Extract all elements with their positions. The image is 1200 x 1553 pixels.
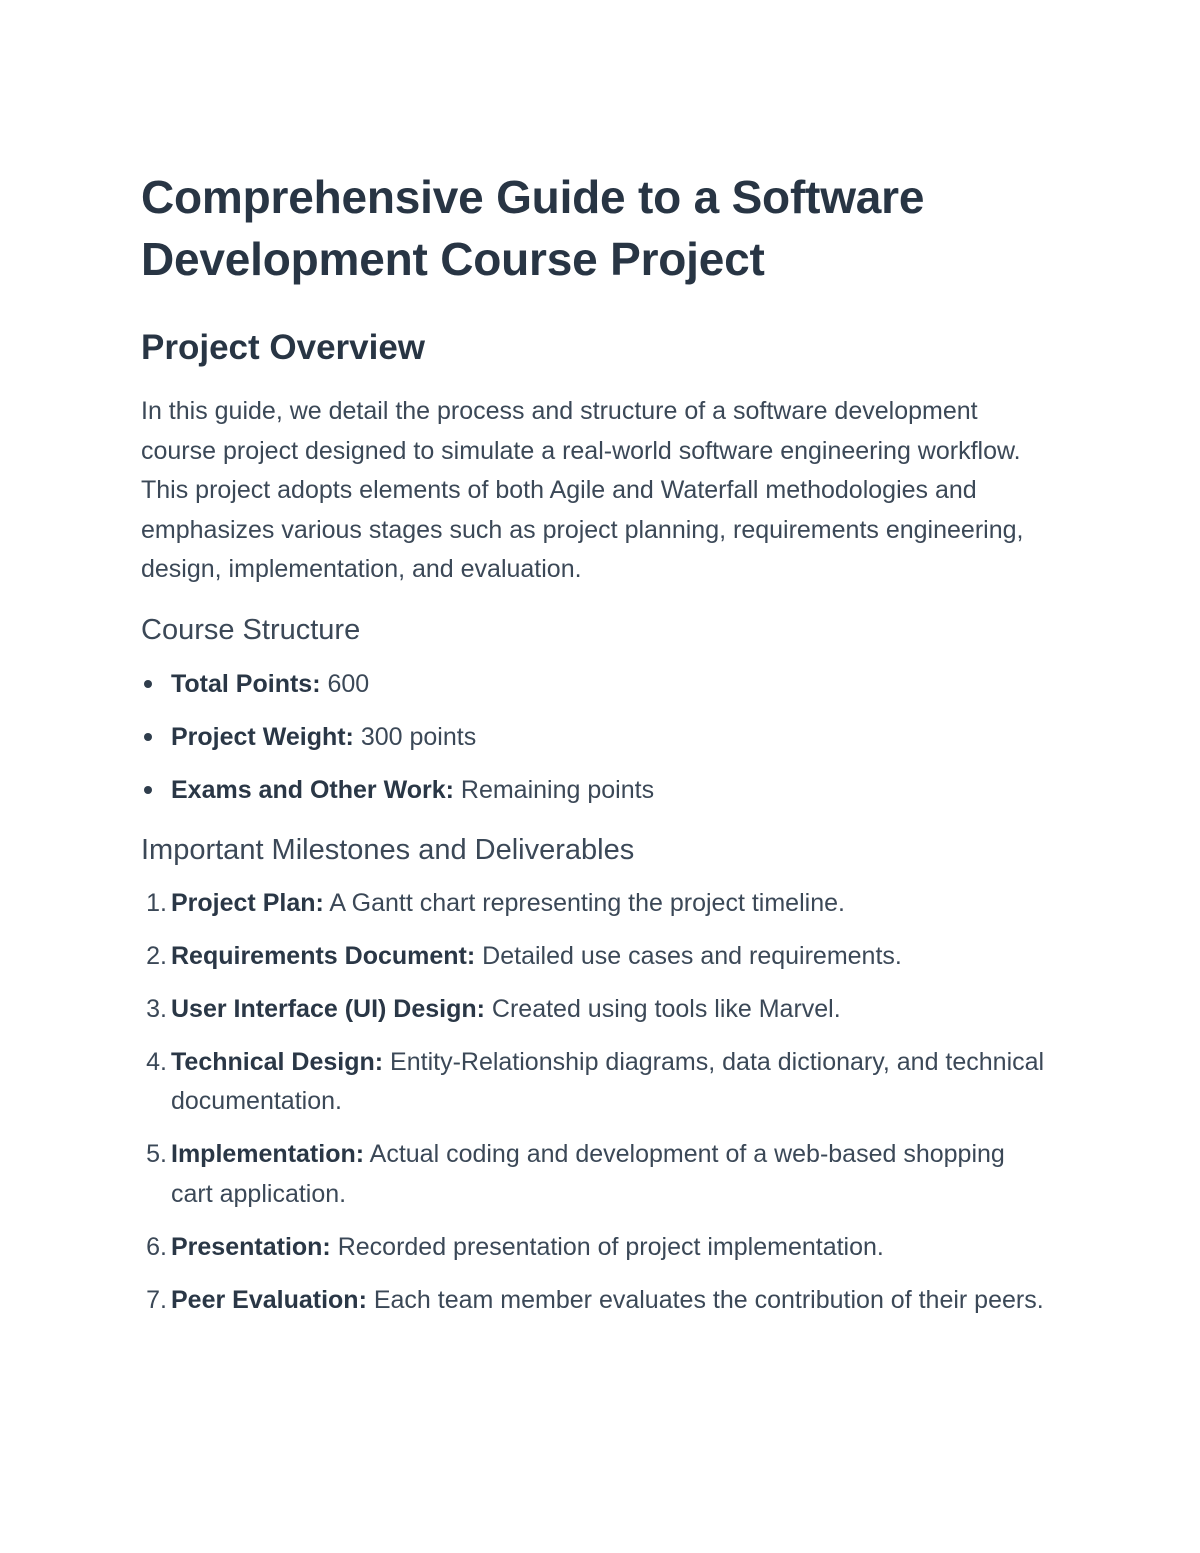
item-text: Each team member evaluates the contribution of their peers. bbox=[366, 1285, 1044, 1314]
list-item bbox=[141, 664, 1070, 704]
item-text: 600 bbox=[320, 669, 370, 698]
item-text: A Gantt chart representing the project timeline. bbox=[323, 888, 845, 917]
item-label: Project Weight: bbox=[171, 722, 354, 751]
item-label: Implementation: bbox=[171, 1140, 365, 1168]
list-item bbox=[141, 884, 1051, 924]
item-label: Presentation: bbox=[171, 1232, 331, 1261]
item-label: Project Plan: bbox=[171, 888, 324, 917]
list-item bbox=[141, 717, 1070, 757]
list-item bbox=[141, 1228, 1051, 1268]
course-structure-list bbox=[141, 664, 1070, 810]
milestones-list bbox=[141, 884, 1070, 1321]
course-structure-heading: Course Structure bbox=[141, 613, 361, 646]
overview-paragraph: In this guide, we detail the process and structure of a software development course project designed to simulate a real-world software engineering workflow. This project adopts elements of both Agile and Waterfall methodologies and emphasizes various stages such as project planning, requirements engineering, design, implementation, and evaluation. bbox=[141, 397, 1024, 583]
item-text: Remaining points bbox=[453, 775, 655, 804]
bullet-icon bbox=[144, 786, 152, 794]
item-number: 2. bbox=[146, 941, 167, 970]
list-item bbox=[141, 1135, 1051, 1214]
item-number: 7. bbox=[146, 1285, 167, 1314]
item-label: Total Points: bbox=[171, 669, 321, 698]
project-overview-heading: Project Overview bbox=[141, 328, 426, 367]
item-text: Created using tools like Marvel. bbox=[484, 994, 841, 1023]
item-number: 6. bbox=[146, 1232, 167, 1261]
list-item bbox=[141, 937, 1051, 977]
item-text: Recorded presentation of project implementation. bbox=[330, 1232, 884, 1261]
document-title: Comprehensive Guide to a Software Development Course Project bbox=[141, 171, 925, 285]
list-item bbox=[141, 1043, 1051, 1122]
item-number: 5. bbox=[146, 1140, 167, 1168]
item-text: Entity-Relationship diagrams, data dictionary, and technical documentation. bbox=[171, 1047, 1045, 1115]
item-text: Actual coding and development of a web-based shopping cart application. bbox=[171, 1140, 1005, 1208]
bullet-icon bbox=[144, 680, 152, 688]
list-item bbox=[141, 990, 1051, 1030]
list-item bbox=[141, 1281, 1051, 1321]
item-label: Peer Evaluation: bbox=[171, 1285, 367, 1314]
item-number: 1. bbox=[146, 888, 167, 917]
bullet-icon bbox=[144, 733, 152, 741]
item-label: Requirements Document: bbox=[171, 941, 476, 970]
item-number: 3. bbox=[146, 994, 167, 1023]
item-text: 300 points bbox=[353, 722, 477, 751]
list-item bbox=[141, 770, 1070, 810]
item-label: User Interface (UI) Design: bbox=[171, 994, 485, 1023]
item-text: Detailed use cases and requirements. bbox=[475, 941, 902, 970]
item-label: Technical Design: bbox=[171, 1047, 384, 1076]
milestones-heading: Important Milestones and Deliverables bbox=[141, 833, 635, 866]
item-label: Exams and Other Work: bbox=[171, 775, 454, 804]
item-number: 4. bbox=[146, 1047, 167, 1076]
